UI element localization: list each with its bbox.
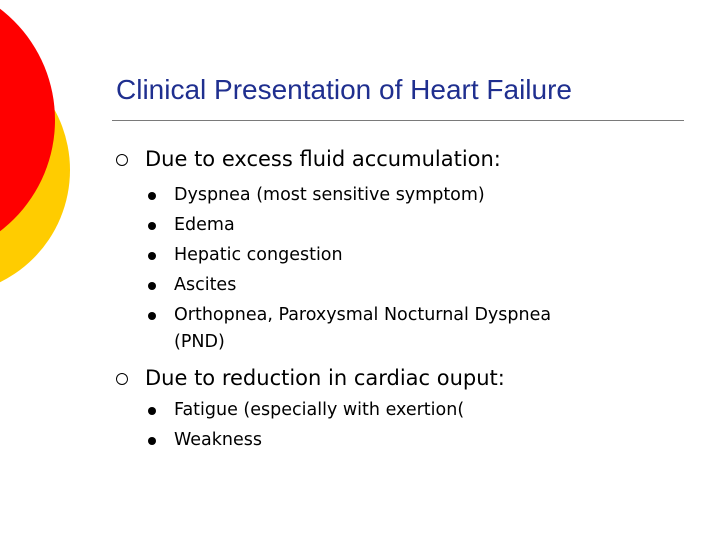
list-item-text: Edema — [174, 215, 235, 235]
list-item-text: Ascites — [174, 275, 237, 295]
dot-bullet-icon — [148, 407, 156, 415]
dot-bullet-icon — [148, 282, 156, 290]
list-item-text: Fatigue (especially with exertion( — [174, 400, 465, 420]
dot-bullet-icon — [148, 222, 156, 230]
list-item-text: Hepatic congestion — [174, 245, 343, 265]
dot-bullet-icon — [148, 252, 156, 260]
list-item-text: Orthopnea, Paroxysmal Nocturnal Dyspnea — [174, 305, 552, 325]
dot-bullet-icon — [148, 437, 156, 445]
list-item-text: Weakness — [174, 430, 262, 450]
slide-title: Clinical Presentation of Heart Failure — [116, 74, 572, 105]
list-item-text: Dyspnea (most sensitive symptom) — [174, 185, 485, 205]
section-heading-text: Due to excess fluid accumulation: — [145, 147, 501, 171]
hollow-circle-bullet-icon — [116, 373, 128, 385]
dot-bullet-icon — [148, 192, 156, 200]
dot-bullet-icon — [148, 312, 156, 320]
section-heading-text: Due to reduction in cardiac ouput: — [145, 366, 505, 390]
list-item-text: (PND) — [174, 332, 225, 352]
hollow-circle-bullet-icon — [116, 154, 128, 166]
